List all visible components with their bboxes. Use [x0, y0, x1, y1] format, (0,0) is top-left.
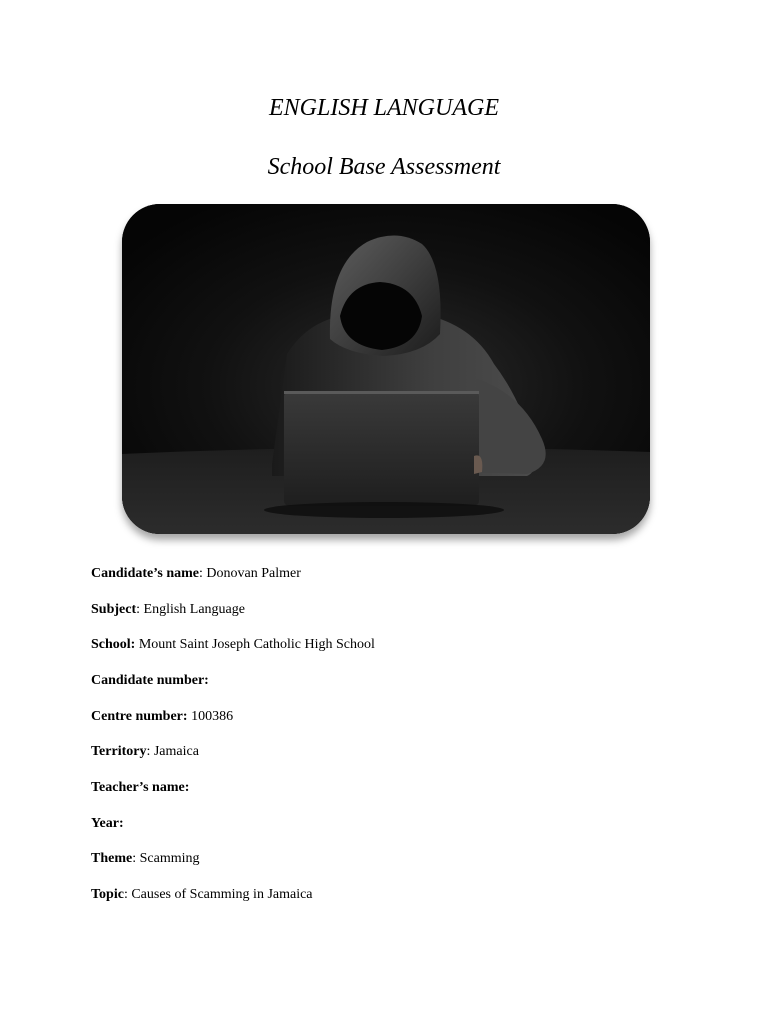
year-field: Year:: [91, 816, 124, 831]
topic-field: Topic: Causes of Scamming in Jamaica: [91, 887, 313, 902]
hooded-figure-icon: [122, 204, 650, 534]
document-title: ENGLISH LANGUAGE: [268, 95, 499, 121]
theme-field: Theme: Scamming: [91, 851, 200, 866]
territory-field: Territory: Jamaica: [91, 744, 199, 759]
document-subtitle: School Base Assessment: [267, 154, 501, 180]
candidate-number-field: Candidate number:: [91, 673, 209, 688]
subject-field: Subject: English Language: [91, 602, 245, 617]
school-field: School: Mount Saint Joseph Catholic High School: [91, 637, 375, 652]
centre-number-field: Centre number: 100386: [91, 709, 234, 724]
candidate-name-field: Candidate’s name: Donovan Palmer: [91, 566, 301, 581]
teacher-name-field: Teacher’s name:: [91, 780, 190, 795]
cover-image: [122, 204, 650, 534]
